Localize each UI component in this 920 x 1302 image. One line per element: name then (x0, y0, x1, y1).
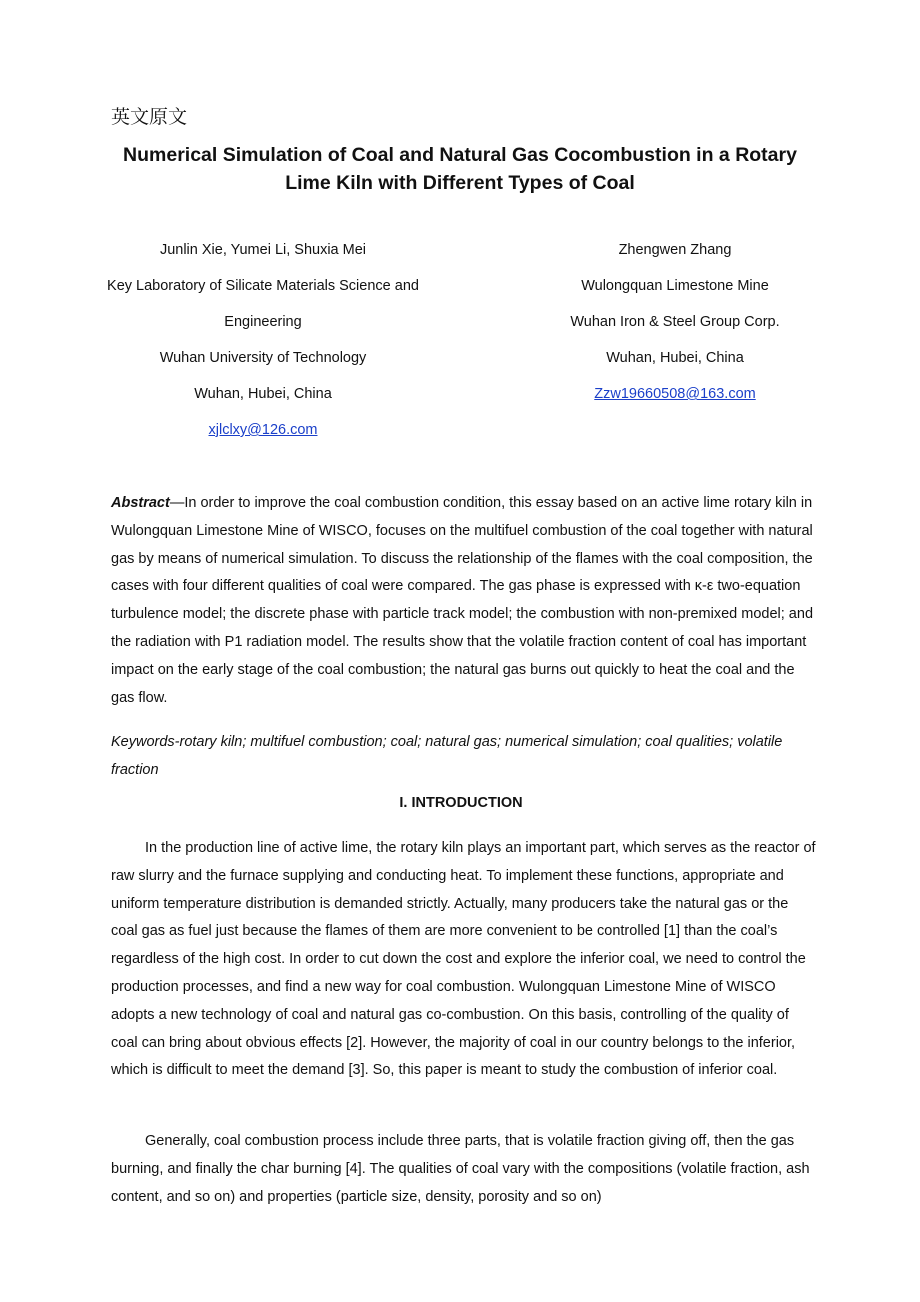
paper-title: Numerical Simulation of Coal and Natural Gas Cocombustion in a Rotary Lime Kiln with Different Types of Coal (123, 144, 797, 194)
affiliation-line: Engineering (224, 314, 302, 330)
email-link[interactable]: xjlclxy@126.com (208, 422, 318, 438)
author-block-left (103, 232, 423, 448)
author-names: Zhengwen Zhang (618, 242, 732, 258)
author-names: Junlin Xie, Yumei Li, Shuxia Mei (159, 242, 367, 258)
section-heading: I. INTRODUCTION (399, 795, 523, 811)
location: Wuhan, Hubei, China (194, 386, 332, 402)
keywords: Keywords-rotary kiln; multifuel combustion; coal; natural gas; numerical simulation; coal qualities; volatile fraction (111, 734, 783, 778)
abstract (111, 490, 816, 712)
affiliation-line: Key Laboratory of Silicate Materials Science and (107, 278, 419, 294)
abstract-text: —In order to improve the coal combustion condition, this essay based on an active lime rotary kiln in Wulongquan Limestone Mine of WISCO, focuses on the multifuel combustion of the coal together with natural gas by means of numerical simulation. To discuss the relationship of the flames with the coal composition, the cases with four different qualities of coal were compared. The gas phase is expressed with κ-ε two-equation turbulence model; the discrete phase with particle track model; the combustion with non-premixed model; and the radiation with P1 radiation model. The results show that the volatile fraction content of coal has important impact on the early stage of the coal combustion; the natural gas burns out quickly to heat the coal and the gas flow. (111, 495, 814, 706)
header-label: 英文原文 (111, 106, 188, 128)
affiliation-line: Wuhan Iron & Steel Group Corp. (570, 314, 780, 330)
email-link[interactable]: Zzw19660508@163.com (594, 386, 756, 402)
university-name: Wuhan University of Technology (159, 350, 367, 366)
affiliation-line: Wulongquan Limestone Mine (581, 278, 769, 294)
abstract-lead: Abstract (111, 495, 170, 511)
body-paragraph: Generally, coal combustion process include three parts, that is volatile fraction giving off, then the gas burning, and finally the char burning [4]. The qualities of coal vary with the compositions (volatile fraction, ash content, and so on) and properties (particle size, density, porosity and so on) (111, 1133, 810, 1205)
body-paragraph: In the production line of active lime, the rotary kiln plays an important part, which serves as the reactor of raw slurry and the furnace supplying and conducting heat. To implement these functions, appropriate and uniform temperature distribution is demanded strictly. Actually, many producers take the natural gas or the coal gas as fuel just because the flames of them are more convenient to be controlled [1] than the coal’s regardless of the high cost. In order to cut down the cost and explore the inferior coal, we need to control the production processes, and find a new way for coal combustion. Wulongquan Limestone Mine of WISCO adopts a new technology of coal and natural gas co-combustion. On this basis, controlling of the quality of coal can bring about obvious effects [2]. However, the majority of coal in our country belongs to the inferior, which is difficult to meet the demand [3]. So, this paper is meant to study the combustion of inferior coal. (111, 840, 816, 1079)
location: Wuhan, Hubei, China (606, 350, 744, 366)
author-block-right (530, 232, 820, 412)
